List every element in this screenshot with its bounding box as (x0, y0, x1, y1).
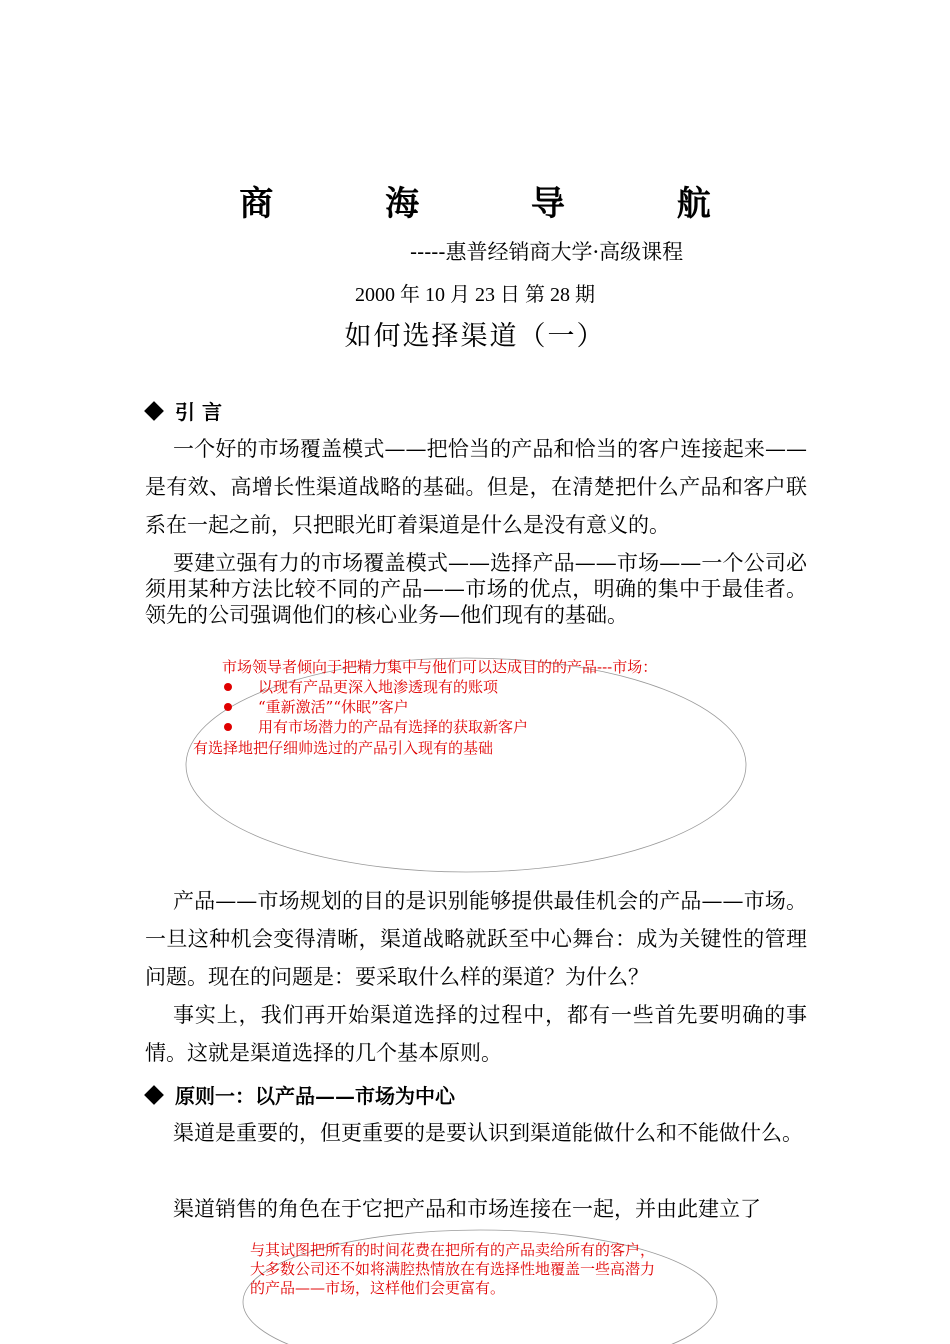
section-heading-text: 引 言 (175, 400, 222, 424)
paragraph-3: 产品——市场规划的目的是识别能够提供最佳机会的产品——市场。一旦这种机会变得清晰，渠道战略就跃至中心舞台：成为关键性的管理问题。现在的问题是：要采取什么样的渠道？为什么？ (145, 889, 807, 989)
newsletter-subtitle: -----惠普经销商大学·高级课程 (410, 240, 684, 264)
paragraph-4: 事实上，我们再开始渠道选择的过程中，都有一些首先要明确的事情。这就是渠道选择的几个基本原则。 (145, 1003, 807, 1065)
callout2-line-1: 与其试图把所有的时间花费在把所有的产品卖给所有的客户， (250, 1241, 656, 1259)
paragraph-6: 渠道销售的角色在于它把产品和市场连接在一起，并由此建立了 (173, 1197, 761, 1221)
callout-tail: 有选择地把仔细帅选过的产品引入现有的基础 (193, 739, 494, 757)
callout-bullet-text: “重新激活”“休眠”客户 (258, 698, 409, 716)
paragraph-1: 一个好的市场覆盖模式——把恰当的产品和恰当的客户连接起来——是有效、高增长性渠道战略的基础。但是，在清楚把什么产品和客户联系在一起之前，只把眼光盯着渠道是什么是没有意义的。 (145, 437, 807, 537)
paragraph-5: 渠道是重要的，但更重要的是要认识到渠道能做什么和不能做什么。 (173, 1121, 803, 1145)
callout2-line-2: 大多数公司还不如将满腔热情放在有选择性地覆盖一些高潜力 (250, 1260, 656, 1278)
newsletter-title: 商 海 导 航 (239, 184, 761, 224)
paragraph-2: 要建立强有力的市场覆盖模式——选择产品——市场——一个公司必须用某种方法比较不同的产品——市场的优点，明确的集中于最佳者。领先的公司强调他们的核心业务—他们现有的基础。 (145, 551, 807, 627)
callout-bullet-text: 用有市场潜力的产品有选择的获取新客户 (258, 718, 529, 736)
callout-bullet-text: 以现有产品更深入地渗透现有的账项 (258, 678, 499, 696)
callout2-line-3: 的产品——市场，这样他们会更富有。 (250, 1279, 506, 1297)
article-title: 如何选择渠道（一） (344, 321, 606, 352)
callout-lead: 市场领导者倾向于把精力集中与他们可以达成目的的产品---市场： (222, 658, 658, 676)
issue-date: 2000 年 10 月 23 日 第 28 期 (355, 284, 595, 306)
section-heading-text: 原则一：以产品——市场为中心 (175, 1084, 455, 1108)
